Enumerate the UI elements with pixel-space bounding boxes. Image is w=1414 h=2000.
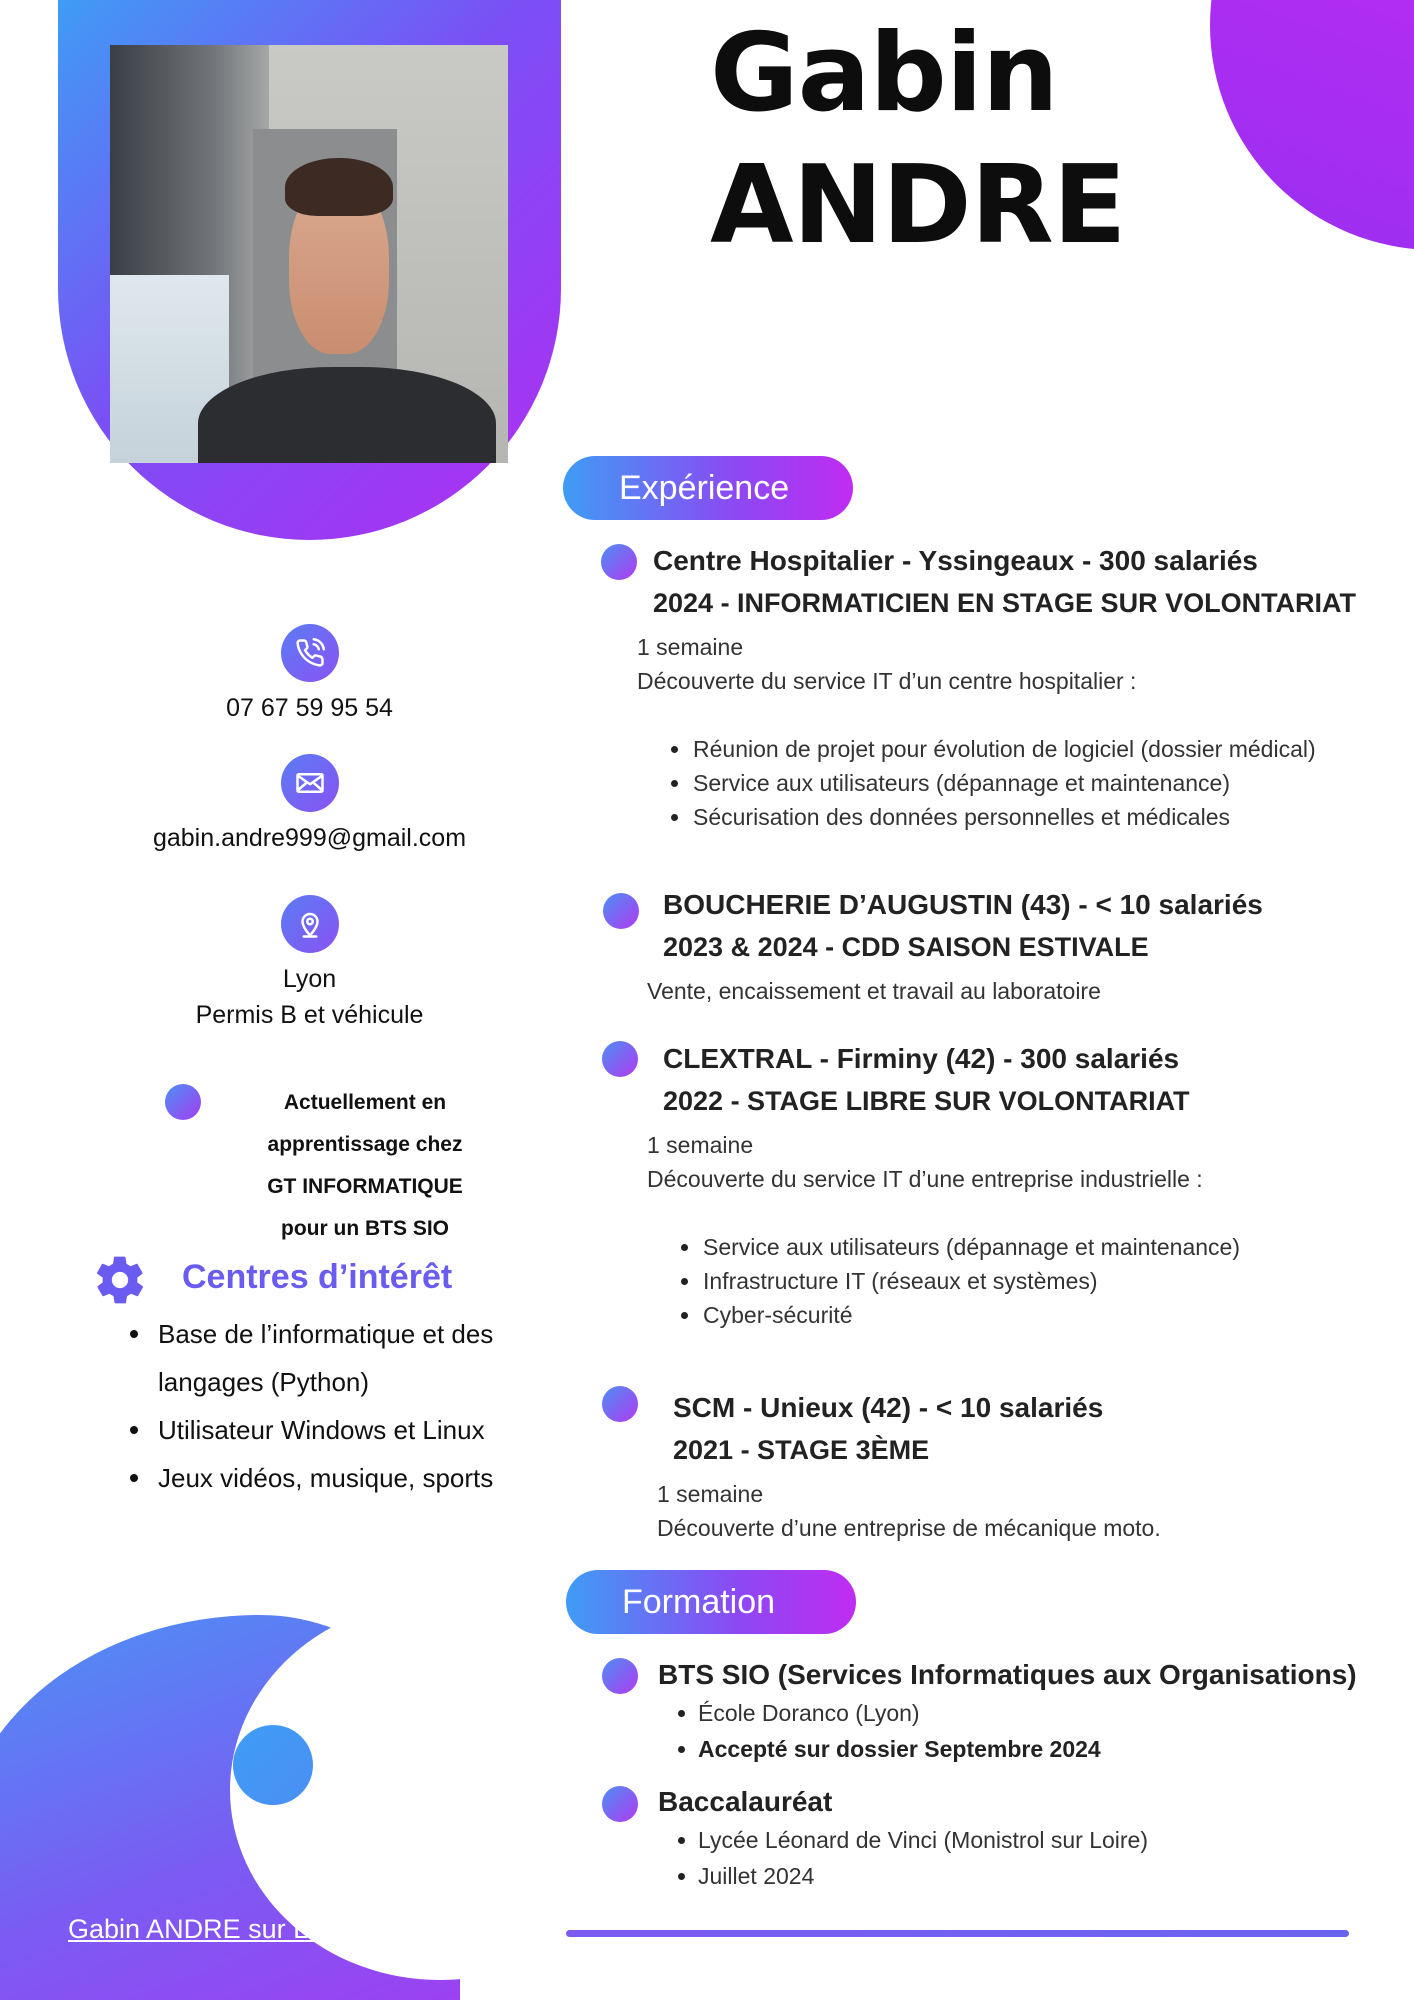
candidate-name [710,8,1126,272]
bullet-dot [601,544,637,580]
education-section-heading: Formation [566,1570,856,1634]
list-item: Base de l’informatique et des [130,1310,560,1358]
list-item: Service aux utilisateurs (dépannage et maintenance) [687,1230,1363,1264]
apprenticeship-line: pour un BTS SIO [281,1217,449,1240]
list-item: Accepté sur dossier Septembre 2024 [678,1731,1378,1767]
job-duration: 1 semaine [657,1481,764,1507]
task-list [687,1230,1363,1332]
city: Lyon [282,965,337,993]
job-subtitle: 2022 - STAGE LIBRE SUR VOLONTARIAT [663,1086,1190,1116]
profile-photo [110,45,508,463]
education-entry [658,1655,1378,1767]
job-duration: 1 semaine [647,1132,754,1158]
linkedin-link[interactable]: Gabin ANDRE sur LinkdIn [68,1914,381,1944]
job-title: SCM - Unieux (42) - < 10 salariés [673,1392,1104,1423]
list-item-continued: langages (Python) [158,1367,370,1397]
job-summary: Découverte d’une entreprise de mécanique moto. [657,1515,1161,1541]
apprenticeship-line: Actuellement en [283,1091,447,1114]
job-subtitle: 2024 - INFORMATICIEN EN STAGE SUR VOLONTARIAT [653,588,1357,618]
job-title: BOUCHERIE D’AUGUSTIN (43) - < 10 salariés [663,889,1263,920]
location-pin-icon [281,895,339,953]
contact-location [58,895,561,1033]
job-subtitle: 2021 - STAGE 3ÈME [673,1435,930,1465]
list-item: Sécurisation des données personnelles et médicales [677,800,1373,834]
job-summary: Découverte du service IT d’une entreprise industrielle : [647,1166,1203,1192]
job-entry [637,540,1373,834]
list-item: Lycée Léonard de Vinci (Monistrol sur Loire) [678,1822,1378,1858]
contact-email [58,754,561,856]
job-title: CLEXTRAL - Firminy (42) - 300 salariés [663,1043,1180,1074]
interests-list [130,1310,560,1502]
bullet-dot [602,1386,638,1422]
job-subtitle: 2023 & 2024 - CDD SAISON ESTIVALE [663,932,1149,962]
experience-section-heading: Expérience [563,456,853,520]
envelope-icon [281,754,339,812]
decorative-dot [233,1725,313,1805]
job-duration: 1 semaine [637,634,744,660]
bullet-dot [602,1658,638,1694]
first-name: Gabin [710,11,1058,136]
job-summary: Vente, encaissement et travail au laboratoire [647,978,1101,1004]
task-list [677,732,1373,834]
job-summary: Découverte du service IT d’un centre hospitalier : [637,668,1137,694]
footer-divider [566,1930,1349,1937]
list-item: Utilisateur Windows et Linux [130,1406,560,1454]
bullet-dot [603,893,639,929]
bullet-dot [165,1084,201,1120]
driving-license: Permis B et véhicule [195,1001,424,1029]
list-item: Infrastructure IT (réseaux et systèmes) [687,1264,1363,1298]
contact-phone [58,624,561,726]
list-item: Cyber-sécurité [687,1298,1363,1332]
decorative-circle [1210,0,1414,250]
phone-number: 07 67 59 95 54 [226,694,393,722]
job-title: Centre Hospitalier - Yssingeaux - 300 salariés [653,545,1258,576]
degree-details [678,1695,1378,1767]
apprenticeship-line: GT INFORMATIQUE [267,1175,463,1198]
job-entry [657,1387,1363,1545]
phone-icon [281,624,339,682]
last-name: ANDRE [710,143,1126,268]
list-item: Juillet 2024 [678,1858,1378,1894]
email-address: gabin.andre999@gmail.com [152,824,467,852]
education-entry [658,1782,1378,1894]
list-item: École Doranco (Lyon) [678,1695,1378,1731]
list-item: Service aux utilisateurs (dépannage et maintenance) [677,766,1373,800]
degree-title: Baccalauréat [658,1786,833,1817]
job-entry [647,1038,1363,1332]
bullet-dot [602,1041,638,1077]
list-item: Jeux vidéos, musique, sports [130,1454,560,1502]
gear-icon [92,1252,148,1308]
apprenticeship-line: apprentissage chez [267,1133,463,1156]
bullet-dot [602,1786,638,1822]
degree-title: BTS SIO (Services Informatiques aux Organisations) [658,1659,1357,1690]
list-item: Réunion de projet pour évolution de logiciel (dossier médical) [677,732,1373,766]
interests-title: Centres d’intérêt [182,1258,453,1296]
degree-details [678,1822,1378,1894]
job-entry [647,884,1363,1008]
